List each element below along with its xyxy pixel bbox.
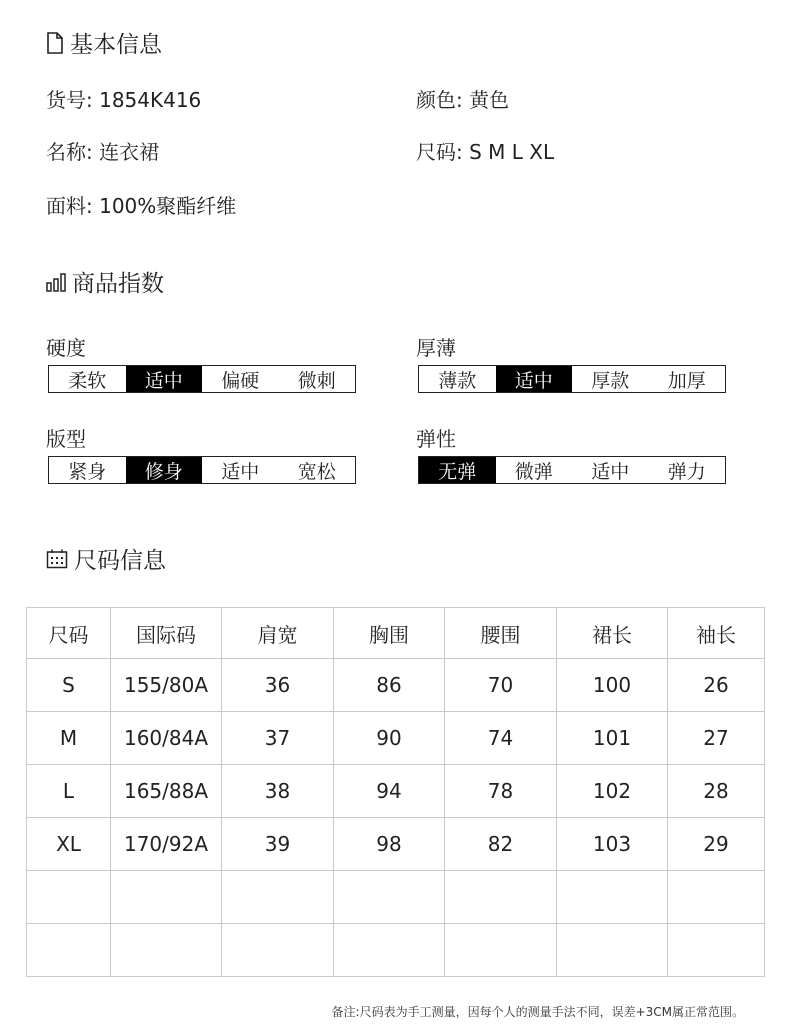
thickness-label: 厚薄	[416, 336, 456, 360]
table-cell	[445, 924, 557, 977]
basic-info-title	[46, 26, 162, 59]
thickness-option: 适中	[496, 366, 573, 392]
table-cell: 26	[668, 659, 765, 712]
table-cell: 82	[445, 818, 557, 871]
table-cell: 165/88A	[111, 765, 222, 818]
table-cell	[668, 924, 765, 977]
indices-title	[46, 265, 164, 298]
thickness-option: 加厚	[649, 366, 726, 392]
table-cell	[668, 871, 765, 924]
table-cell	[111, 924, 222, 977]
header-cell: 裙长	[557, 608, 668, 659]
fit-option: 修身	[126, 457, 203, 483]
table-cell: XL	[27, 818, 111, 871]
hardness-option: 微刺	[279, 366, 356, 392]
measurement-note: 备注:尺码表为手工测量，因每个人的测量手法不同，误差+3CM属正常范围。	[331, 1005, 744, 1019]
fabric-info: 面料: 100%聚酯纤维	[46, 194, 237, 218]
table-cell	[334, 871, 445, 924]
table-cell: 28	[668, 765, 765, 818]
fit-option: 宽松	[279, 457, 356, 483]
size-table	[26, 607, 765, 977]
thickness-option: 薄款	[419, 366, 496, 392]
table-cell	[222, 924, 334, 977]
elasticity-option: 弹力	[649, 457, 726, 483]
color-info: 颜色: 黄色	[416, 88, 510, 112]
header-cell: 胸围	[334, 608, 445, 659]
elasticity-label: 弹性	[416, 427, 456, 451]
table-cell: S	[27, 659, 111, 712]
table-cell: 160/84A	[111, 712, 222, 765]
table-cell	[557, 871, 668, 924]
table-cell: 74	[445, 712, 557, 765]
table-cell	[334, 924, 445, 977]
table-row	[27, 924, 765, 977]
item-no: 货号: 1854K416	[46, 88, 202, 112]
header-cell: 袖长	[668, 608, 765, 659]
fit-indicator	[48, 456, 356, 484]
table-cell: 78	[445, 765, 557, 818]
fit-option: 适中	[202, 457, 279, 483]
indices-title-text: 商品指数	[72, 271, 164, 297]
table-cell: 36	[222, 659, 334, 712]
table-cell: L	[27, 765, 111, 818]
table-cell: 94	[334, 765, 445, 818]
table-cell: 155/80A	[111, 659, 222, 712]
table-cell	[445, 871, 557, 924]
hardness-option: 适中	[126, 366, 203, 392]
table-cell: 98	[334, 818, 445, 871]
hardness-label: 硬度	[46, 336, 86, 360]
hardness-indicator	[48, 365, 356, 393]
table-row	[27, 871, 765, 924]
hardness-option: 柔软	[49, 366, 126, 392]
table-cell	[27, 871, 111, 924]
elasticity-option: 适中	[572, 457, 649, 483]
size-list: 尺码: S M L XL	[416, 140, 555, 164]
table-cell: 39	[222, 818, 334, 871]
table-cell	[111, 871, 222, 924]
basic-info-title-text: 基本信息	[70, 32, 162, 58]
table-cell: 170/92A	[111, 818, 222, 871]
table-row	[27, 659, 765, 712]
table-cell: 27	[668, 712, 765, 765]
thickness-indicator	[418, 365, 726, 393]
table-cell: 100	[557, 659, 668, 712]
table-cell: 103	[557, 818, 668, 871]
thickness-option: 厚款	[572, 366, 649, 392]
table-cell: 38	[222, 765, 334, 818]
table-cell: 102	[557, 765, 668, 818]
hardness-option: 偏硬	[202, 366, 279, 392]
header-cell: 肩宽	[222, 608, 334, 659]
table-cell: 29	[668, 818, 765, 871]
table-cell: 101	[557, 712, 668, 765]
elasticity-indicator	[418, 456, 726, 484]
table-row	[27, 818, 765, 871]
size-info-title-text: 尺码信息	[74, 548, 166, 574]
fit-option: 紧身	[49, 457, 126, 483]
table-cell	[222, 871, 334, 924]
fit-label: 版型	[46, 427, 86, 451]
table-cell: 86	[334, 659, 445, 712]
elasticity-option: 无弹	[419, 457, 496, 483]
header-cell: 腰围	[445, 608, 557, 659]
calendar-grid-icon	[46, 549, 68, 569]
table-row	[27, 712, 765, 765]
table-cell: 90	[334, 712, 445, 765]
table-cell	[557, 924, 668, 977]
size-info-title	[46, 542, 166, 575]
header-cell: 尺码	[27, 608, 111, 659]
table-row	[27, 765, 765, 818]
elasticity-option: 微弹	[496, 457, 573, 483]
table-cell	[27, 924, 111, 977]
table-cell: 37	[222, 712, 334, 765]
table-cell: 70	[445, 659, 557, 712]
product-name: 名称: 连衣裙	[46, 140, 160, 164]
table-header-row	[27, 608, 765, 659]
header-cell: 国际码	[111, 608, 222, 659]
document-icon	[46, 32, 64, 54]
bar-chart-icon	[46, 272, 66, 292]
table-cell: M	[27, 712, 111, 765]
